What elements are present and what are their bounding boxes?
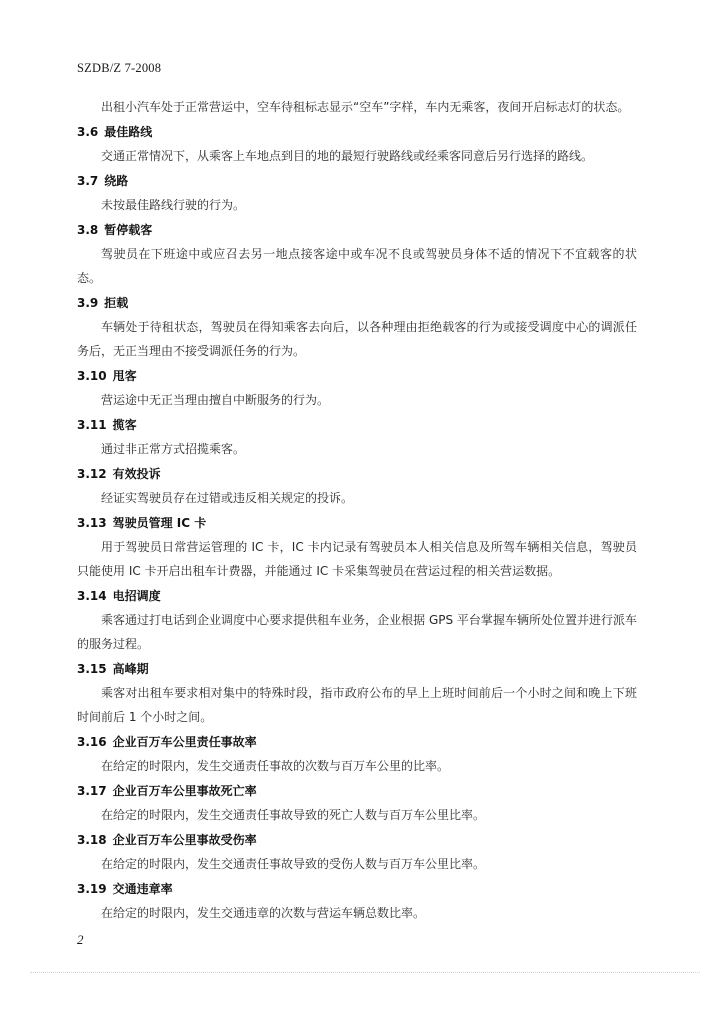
term-definition: 在给定的时限内，发生交通责任事故导致的受伤人数与百万车公里比率。 (101, 857, 486, 871)
term-title: 企业百万车公里事故死亡率 (112, 784, 257, 798)
term-entry (77, 877, 637, 925)
term-heading (77, 584, 637, 608)
term-entry (77, 730, 637, 778)
term-title: 拒载 (104, 296, 129, 310)
term-heading (77, 511, 637, 535)
term-definition: 用于驾驶员日常营运管理的 IC 卡，IC 卡内记录有驾驶员本人相关信息及所驾车辆相关信息，驾驶员只能使用 IC 卡开启出租车计费器，并能通过 IC 卡采集驾驶员在营运过程的相关营运数据。 (77, 540, 637, 578)
page-number: 2 (77, 932, 84, 947)
term-definition: 驾驶员在下班途中或应召去另一地点接客途中或车况不良或驾驶员身体不适的情况下不宜载客的状态。 (77, 247, 637, 285)
term-number: 3.13 (77, 516, 107, 530)
document-body (77, 95, 637, 925)
term-title: 有效投诉 (112, 467, 161, 481)
term-number: 3.18 (77, 833, 107, 847)
term-title: 电招调度 (112, 589, 161, 603)
term-number: 3.7 (77, 174, 99, 188)
scan-noise-line (30, 966, 700, 973)
term-heading (77, 657, 637, 681)
document-code: SZDB/Z 7-2008 (77, 61, 162, 75)
term-title: 揽客 (112, 418, 137, 432)
term-number: 3.11 (77, 418, 107, 432)
term-number: 3.16 (77, 735, 107, 749)
term-number: 3.12 (77, 467, 107, 481)
term-title: 甩客 (112, 369, 137, 383)
term-title: 绕路 (104, 174, 129, 188)
term-heading (77, 169, 637, 193)
term-number: 3.19 (77, 882, 107, 896)
intro-paragraph: 出租小汽车处于正常营运中，空车待租标志显示“空车”字样，车内无乘客，夜间开启标志灯的状态。 (101, 100, 630, 114)
term-entry (77, 218, 637, 290)
term-heading (77, 877, 637, 901)
term-entry (77, 462, 637, 510)
term-definition: 车辆处于待租状态，驾驶员在得知乘客去向后，以各种理由拒绝载客的行为或接受调度中心的调派任务后，无正当理由不接受调派任务的行为。 (77, 320, 637, 358)
term-title: 企业百万车公里事故受伤率 (112, 833, 257, 847)
term-heading (77, 218, 637, 242)
term-entry (77, 779, 637, 827)
term-entry (77, 828, 637, 876)
term-number: 3.6 (77, 125, 99, 139)
term-definition: 未按最佳路线行驶的行为。 (101, 198, 246, 212)
term-entry (77, 584, 637, 656)
terms-list (77, 120, 637, 925)
term-entry (77, 169, 637, 217)
term-heading (77, 730, 637, 754)
term-title: 企业百万车公里责任事故率 (112, 735, 257, 749)
term-entry (77, 120, 637, 168)
term-entry (77, 511, 637, 583)
term-title: 驾驶员管理 IC 卡 (112, 516, 207, 530)
term-heading (77, 462, 637, 486)
term-heading (77, 779, 637, 803)
term-number: 3.17 (77, 784, 107, 798)
term-number: 3.10 (77, 369, 107, 383)
term-number: 3.14 (77, 589, 107, 603)
term-definition: 乘客对出租车要求相对集中的特殊时段，指市政府公布的早上上班时间前后一个小时之间和晚上下班时间前后 1 个小时之间。 (77, 686, 637, 724)
term-definition: 在给定的时限内，发生交通责任事故的次数与百万车公里的比率。 (101, 759, 450, 773)
term-number: 3.8 (77, 223, 99, 237)
term-entry (77, 364, 637, 412)
term-definition: 乘客通过打电话到企业调度中心要求提供租车业务，企业根据 GPS 平台掌握车辆所处位置并进行派车的服务过程。 (77, 613, 637, 651)
term-definition: 在给定的时限内，发生交通责任事故导致的死亡人数与百万车公里比率。 (101, 808, 486, 822)
term-title: 高峰期 (112, 662, 149, 676)
term-definition: 通过非正常方式招揽乘客。 (101, 442, 246, 456)
term-heading (77, 364, 637, 388)
term-title: 暂停载客 (104, 223, 153, 237)
term-title: 最佳路线 (104, 125, 153, 139)
term-entry (77, 657, 637, 729)
term-heading (77, 120, 637, 144)
term-title: 交通违章率 (112, 882, 173, 896)
term-heading (77, 413, 637, 437)
term-heading (77, 828, 637, 852)
term-number: 3.9 (77, 296, 99, 310)
term-definition: 经证实驾驶员存在过错或违反相关规定的投诉。 (101, 491, 354, 505)
term-heading (77, 291, 637, 315)
term-definition: 营运途中无正当理由擅自中断服务的行为。 (101, 393, 330, 407)
term-definition: 在给定的时限内，发生交通违章的次数与营运车辆总数比率。 (101, 906, 426, 920)
term-entry (77, 413, 637, 461)
term-entry (77, 291, 637, 363)
term-definition: 交通正常情况下，从乘客上车地点到目的地的最短行驶路线或经乘客同意后另行选择的路线。 (101, 149, 594, 163)
term-number: 3.15 (77, 662, 107, 676)
